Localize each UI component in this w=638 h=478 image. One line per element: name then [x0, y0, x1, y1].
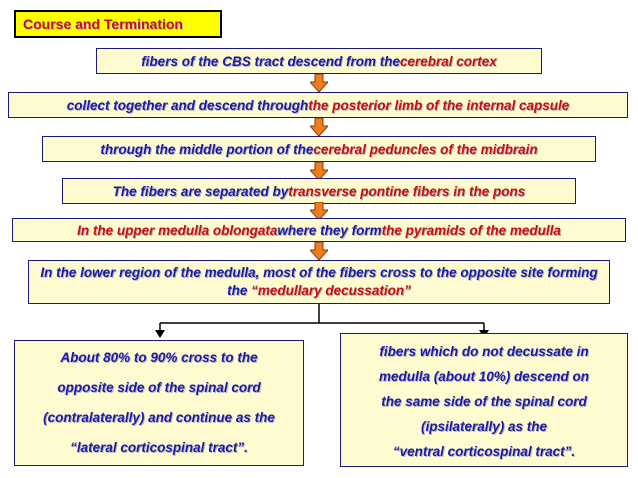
branch-line — [15, 433, 303, 463]
branch-line: opposite side of the spinal cord — [57, 380, 261, 395]
branch-line: (ipsilaterally) as the — [420, 419, 548, 434]
tract-name: “ventral corticospinal tract” — [392, 444, 572, 459]
step-highlight: cerebral cortex — [399, 53, 497, 69]
period: . — [244, 440, 248, 455]
step-text: In the lower region of the medulla, most of the fibers cross to the opposite site forming the — [40, 265, 598, 298]
step-box-upper-medulla — [12, 218, 626, 242]
branch-line: the same side of the spinal cord — [381, 394, 587, 409]
branch-line — [341, 439, 627, 464]
down-arrow-icon — [310, 242, 328, 260]
step-text: The fibers are separated by — [112, 183, 289, 199]
step-text: where they form — [277, 222, 382, 238]
branch-line: About 80% to 90% cross to the — [60, 350, 258, 365]
step-highlight: transverse pontine fibers in the pons — [288, 183, 526, 199]
slide-title: Course and Termination — [14, 10, 222, 38]
down-arrow-icon — [310, 118, 328, 136]
period: . — [571, 444, 576, 459]
step-text: through the middle portion of the — [100, 141, 314, 157]
step-highlight: cerebral peduncles of the midbrain — [313, 141, 538, 157]
step-highlight: the posterior limb of the internal capsule — [308, 97, 570, 113]
branch-line: fibers which do not decussate in — [379, 344, 589, 359]
branch-box-ventral-tract — [340, 333, 628, 467]
step-box-pons — [62, 178, 576, 204]
step-highlight: In the upper medulla oblongata — [77, 222, 278, 238]
branch-line: (contralaterally) and continue as the — [43, 410, 275, 425]
step-highlight: the pyramids of the medulla — [381, 222, 561, 238]
branch-box-lateral-tract — [14, 340, 304, 466]
step-box-midbrain — [42, 136, 596, 162]
step-text: fibers of the CBS tract descend from the — [141, 53, 400, 69]
step-box-internal-capsule — [8, 92, 628, 118]
tract-name: “lateral corticospinal tract” — [70, 440, 245, 455]
down-arrow-icon — [310, 74, 328, 92]
step-box-cortex — [96, 48, 542, 74]
step-box-decussation — [28, 260, 610, 304]
branch-line: medulla (about 10%) descend on — [378, 369, 590, 384]
arrowhead-icon — [155, 330, 165, 338]
step-text: collect together and descend through — [66, 97, 309, 113]
step-highlight: “medullary decussation” — [251, 283, 411, 298]
step-text-block — [37, 264, 601, 300]
